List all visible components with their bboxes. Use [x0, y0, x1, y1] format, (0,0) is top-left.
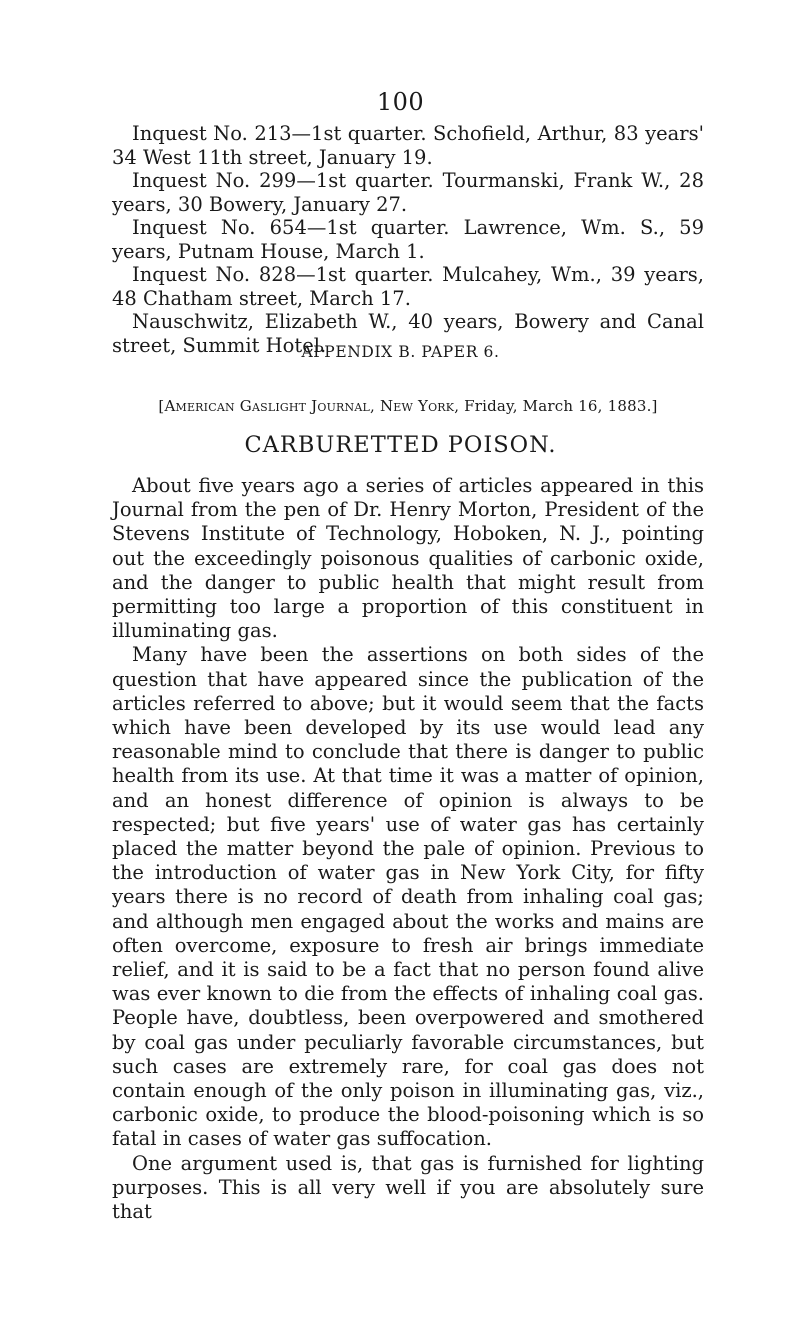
article-body [112, 474, 704, 1224]
article-paragraph: Many have been the assertions on both sides of the question that have appeared since the publication of the articles referred to above; but it would seem that the facts which have been developed by its use would lead any reasonable mind to conclude that there is danger to public health from its use. At that time it was a matter of opinion, and an honest difference of opinion is always to be respected; but five years' use of water gas has certainly placed the matter beyond the pale of opinion. Previous to the introduction of water gas in New York City, for fifty years there is no record of death from inhaling coal gas; and although men engaged about the works and mains are often overcome, exposure to fresh air brings immediate relief, and it is said to be a fact that no person found alive was ever known to die from the effects of inhaling coal gas. People have, doubtless, been overpowered and smothered by coal gas under peculiarly favorable circumstances, but such cases are extremely rare, for coal gas does not contain enough of the only poison in illuminating gas, viz., carbonic oxide, to produce the blood-poisoning which is so fatal in cases of water gas suffocation. [112, 643, 704, 1151]
article-title: CARBURETTED POISON. [244, 432, 557, 458]
page-number: 100 [376, 88, 425, 116]
source-citation [112, 397, 704, 415]
article-paragraph: One argument used is, that gas is furnished for lighting purposes. This is all very well if you are absolutely sure that [112, 1151, 704, 1224]
source-open-bracket: [ [158, 397, 165, 415]
inquest-entry: Nauschwitz, Elizabeth W., 40 years, Bowery and Canal street, Summit Hotel. [112, 310, 704, 357]
inquest-entry: Inquest No. 654—1st quarter. Lawrence, Wm. S., 59 years, Putnam House, March 1. [112, 216, 704, 263]
source-date: Friday, March 16, 1883. [459, 397, 652, 415]
article-paragraph: About five years ago a series of articles appeared in this Journal from the pen of Dr. Henry Morton, President of the Stevens Institute of Technology, Hoboken, N. J., pointing out the exceedingly poisonous qualities of carbonic oxide, and the danger to public health that might result from permitting too large a proportion of this constituent in illuminating gas. [112, 474, 704, 643]
inquest-list [112, 122, 704, 357]
appendix-heading: APPENDIX B. PAPER 6. [301, 343, 500, 361]
inquest-entry: Inquest No. 299—1st quarter. Tourmanski, Frank W., 28 years, 30 Bowery, January 27. [112, 169, 704, 216]
source-close-bracket: ] [651, 397, 658, 415]
inquest-entry: Inquest No. 213—1st quarter. Schofield, Arthur, 83 years' 34 West 11th street, January 19. [112, 122, 704, 169]
source-publication: American Gaslight Journal, New York, [164, 397, 460, 415]
inquest-entry: Inquest No. 828—1st quarter. Mulcahey, Wm., 39 years, 48 Chatham street, March 17. [112, 263, 704, 310]
